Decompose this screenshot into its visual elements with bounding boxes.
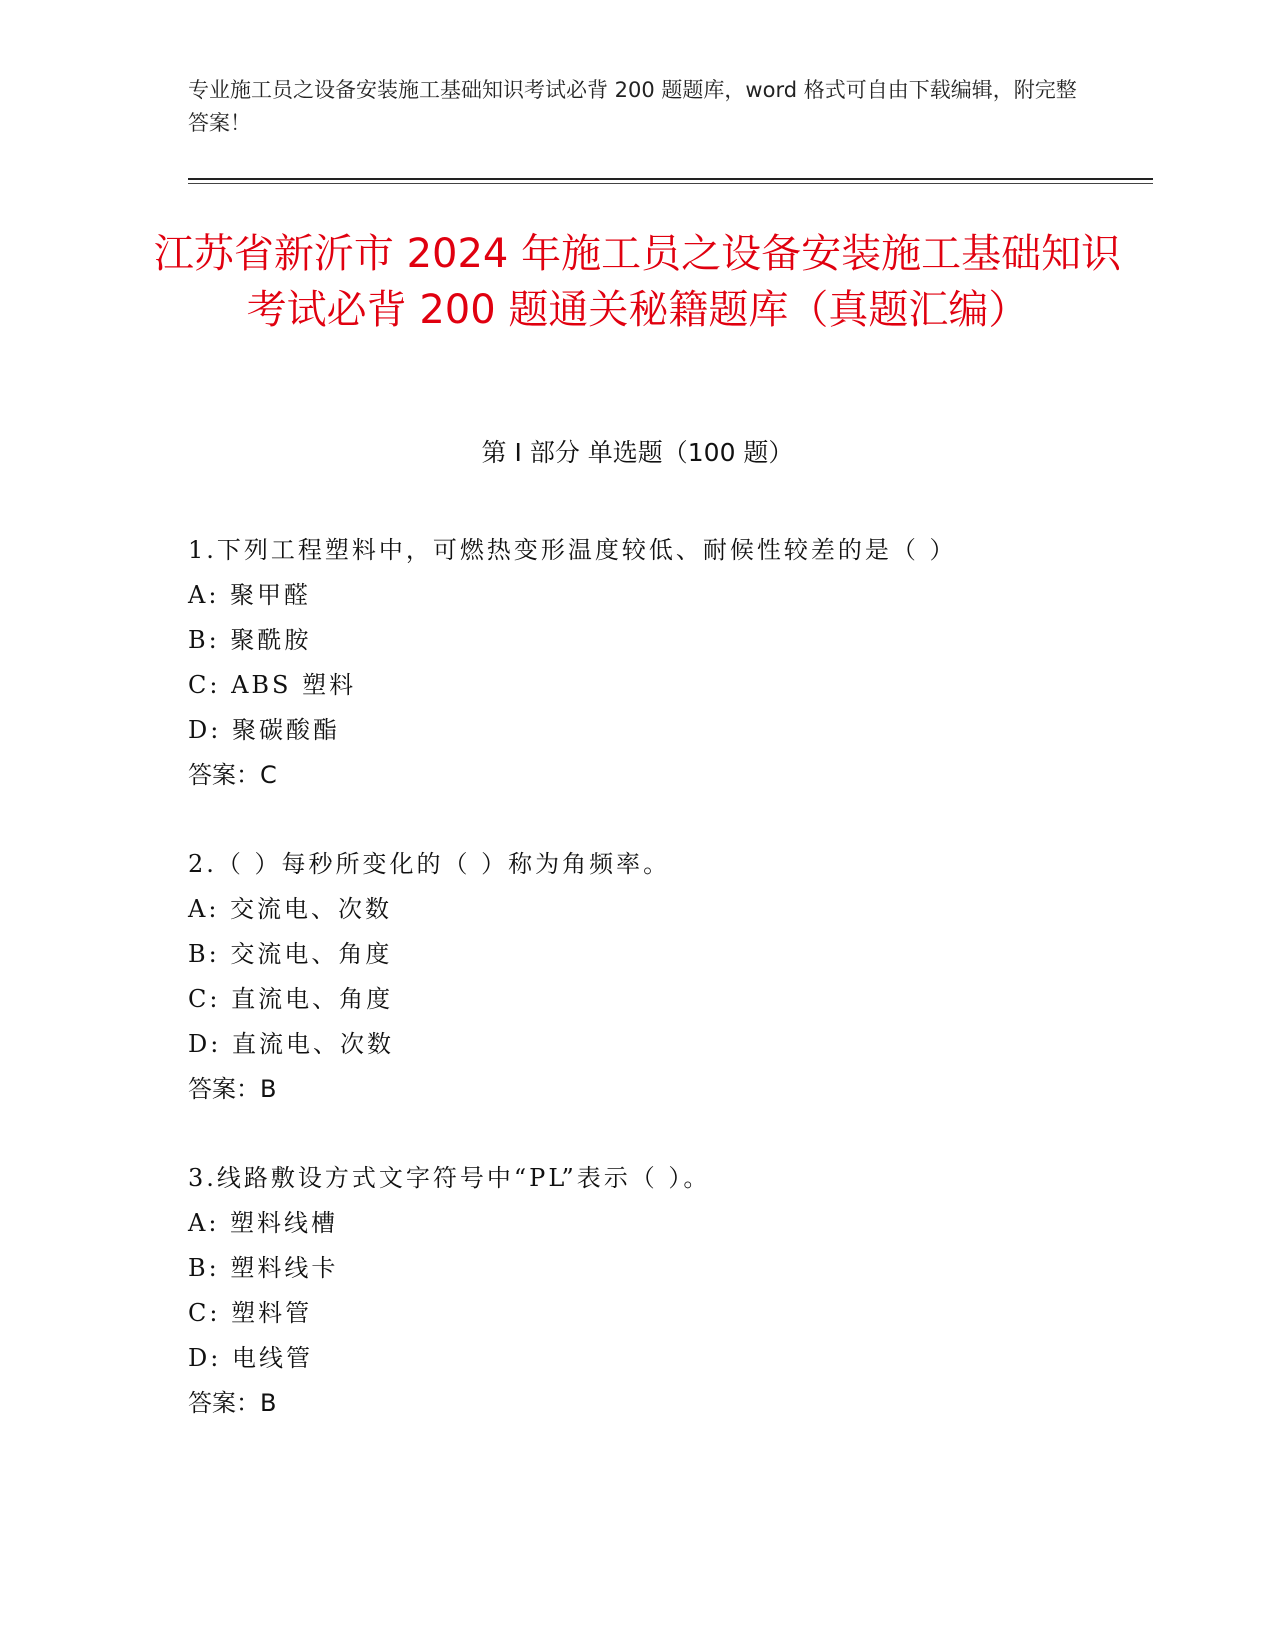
- option-c: C: ABS 塑料: [188, 671, 357, 699]
- header-divider-thick: [188, 178, 1153, 180]
- answer-text: 答案：C: [188, 761, 277, 789]
- option-c: C: 直流电、角度: [188, 985, 394, 1013]
- question-2: [188, 841, 1128, 1111]
- option-d: D: 聚碳酸酯: [188, 716, 340, 744]
- answer-text: 答案：B: [188, 1389, 277, 1417]
- header-divider-thin: [188, 183, 1153, 184]
- option-b: B: 塑料线卡: [188, 1254, 339, 1282]
- question-3: [188, 1155, 1128, 1425]
- option-a: A: 聚甲醛: [188, 581, 312, 609]
- option-d: D: 直流电、次数: [188, 1030, 394, 1058]
- header-note: 专业施工员之设备安装施工基础知识考试必背 200 题题库，word 格式可自由下载编辑，附完整答案！: [188, 78, 1077, 135]
- option-a: A: 塑料线槽: [188, 1209, 339, 1237]
- document-title: 江苏省新沂市 2024 年施工员之设备安装施工基础知识考试必背 200 题通关秘籍题库（真题汇编）: [153, 231, 1122, 333]
- question-list: [188, 527, 1128, 1469]
- option-a: A: 交流电、次数: [188, 895, 393, 923]
- question-stem: 2.（ ）每秒所变化的（ ）称为角频率。: [188, 850, 671, 878]
- option-b: B: 交流电、角度: [188, 940, 393, 968]
- question-1: [188, 527, 1128, 797]
- section-title: 第 I 部分 单选题（100 题）: [481, 438, 794, 467]
- answer-text: 答案：B: [188, 1075, 277, 1103]
- option-c: C: 塑料管: [188, 1299, 313, 1327]
- option-d: D: 电线管: [188, 1344, 313, 1372]
- question-stem: 1.下列工程塑料中，可燃热变形温度较低、耐候性较差的是（ ）: [188, 536, 957, 564]
- option-b: B: 聚酰胺: [188, 626, 312, 654]
- question-stem: 3.线路敷设方式文字符号中“PL”表示（ ）。: [188, 1164, 711, 1192]
